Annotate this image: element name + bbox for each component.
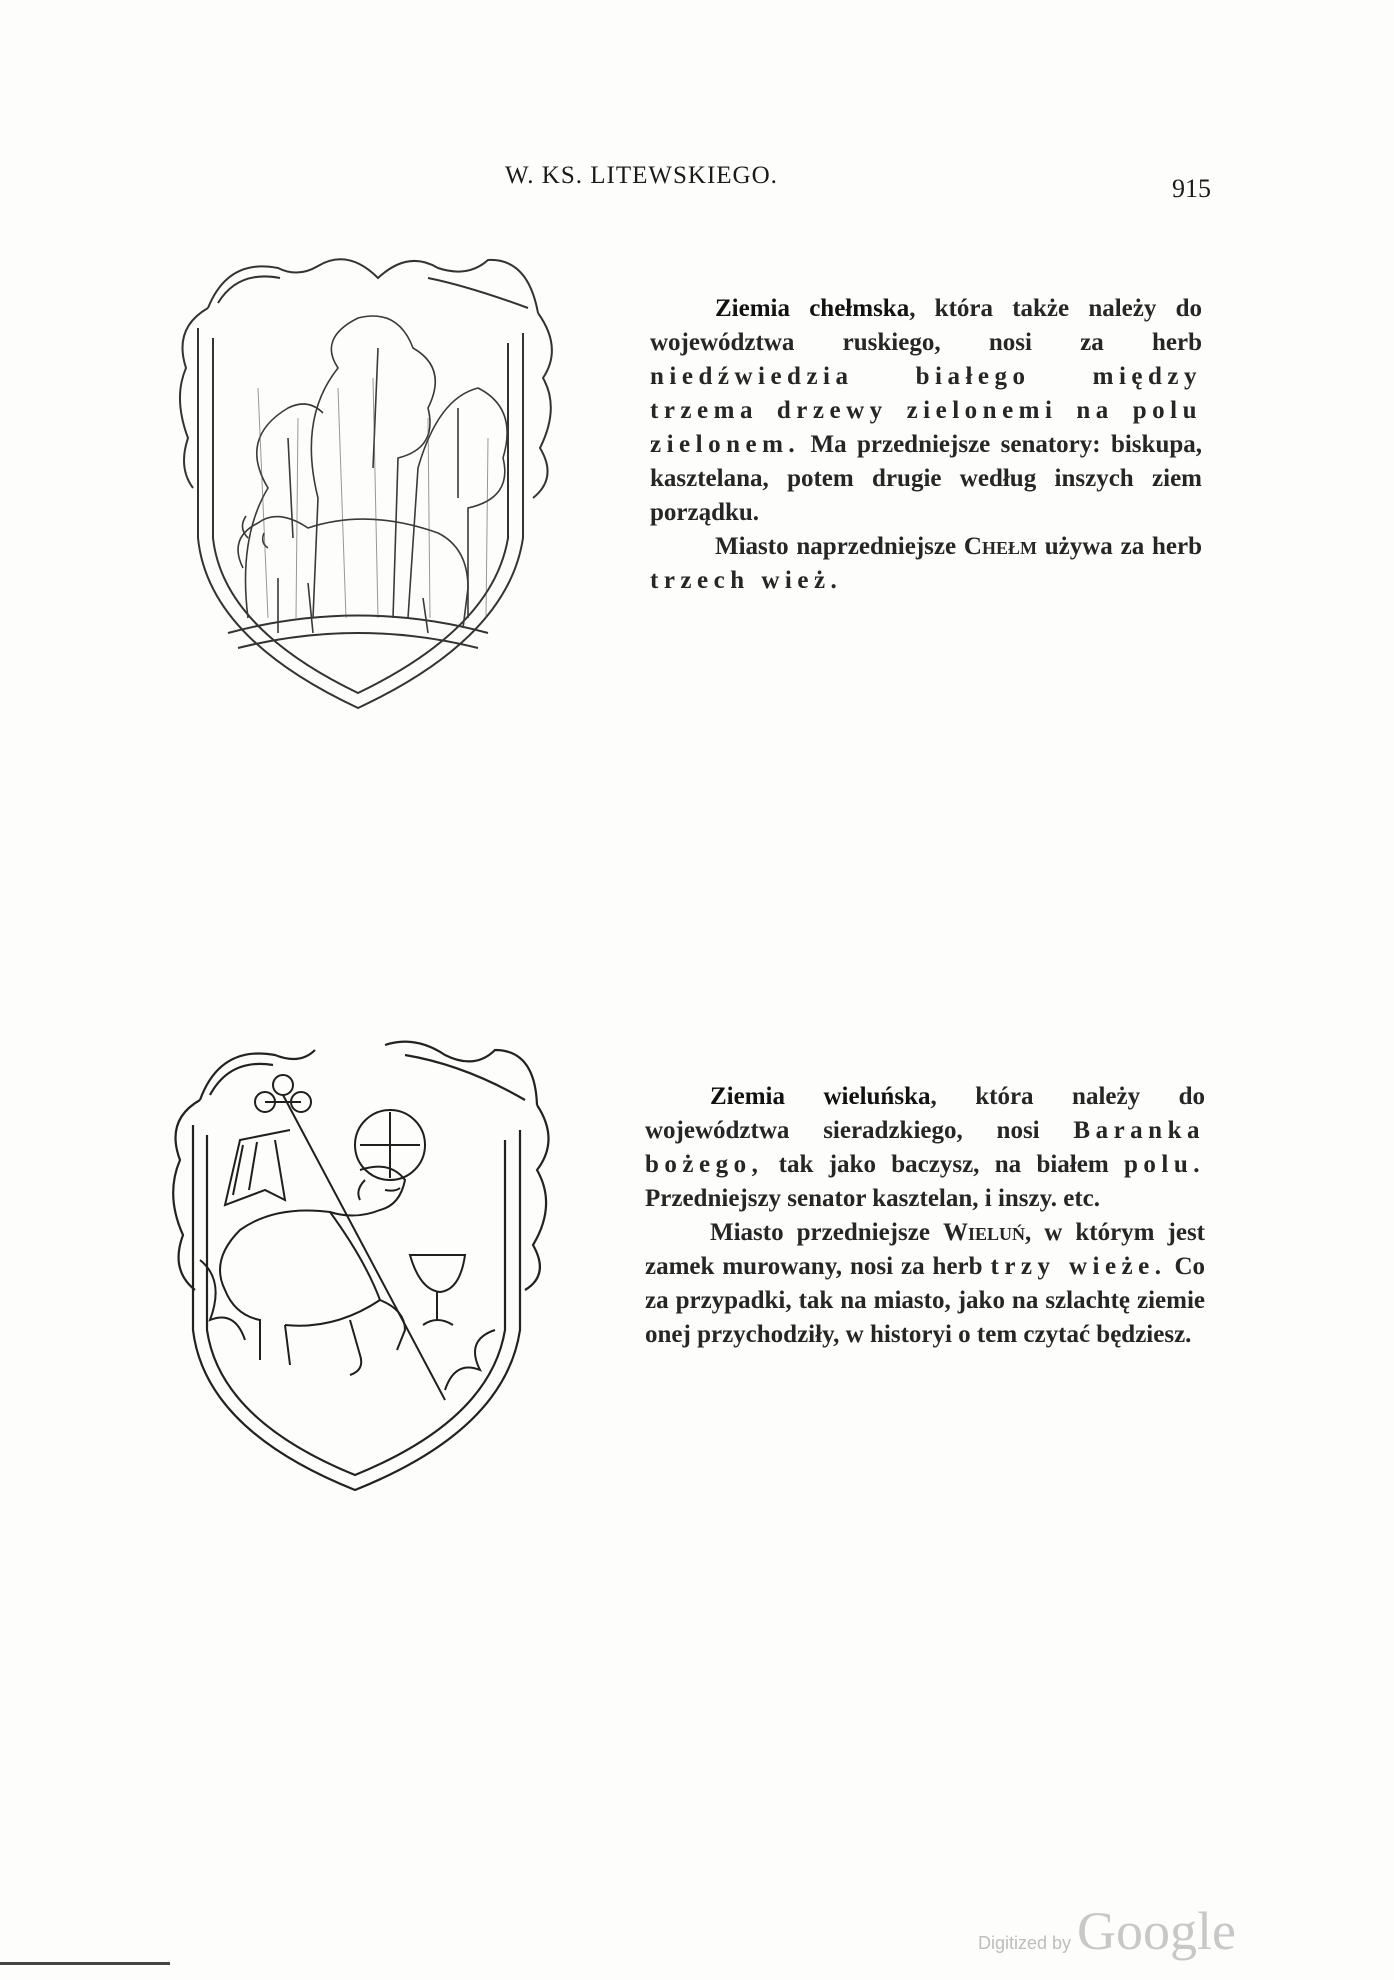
page-header-title: W. KS. LITEWSKIEGO. — [505, 162, 778, 189]
paragraph-text: , która także należy do województwa ruskiego, nosi za herb — [650, 295, 1202, 356]
text-block-wielunska — [645, 1080, 1205, 1352]
paragraph-spaced-text: polu. — [1123, 1151, 1205, 1178]
digitized-label: Digitized by — [978, 1933, 1072, 1953]
paragraph-text: , w którym jest zamek murowany, nosi za herb — [645, 1219, 1205, 1280]
paragraph-spaced-text: niedźwiedzia białego między trzema drzewy zielonemi na polu zielonem. — [650, 363, 1202, 458]
section-heading: Ziemia wieluńska — [710, 1083, 931, 1110]
paragraph-spaced-text: trzy wieże. — [990, 1253, 1167, 1280]
paragraph-text: Miasto przedniejsze — [710, 1219, 930, 1246]
paragraph-text: Miasto naprzedniejsze — [715, 533, 957, 560]
digitized-watermark — [978, 1900, 1236, 1962]
paragraph-text: Ma przedniejsze senatory: biskupa, kasztelana, potem drugie według inszych ziem porządku. — [650, 431, 1202, 526]
paragraph-text: , która należy do województwa sieradzkiego, nosi — [645, 1083, 1205, 1144]
lamb-coat-of-arms-icon — [165, 1030, 550, 1495]
text-block-chelmska — [650, 292, 1202, 598]
paragraph-text: Co za przypadki, tak na miasto, jako na szlachtę ziemie onej przychodziły, w historyi o tem czytać będziesz. — [645, 1253, 1205, 1348]
paragraph-spaced-text: trzech wież. — [650, 567, 843, 594]
section-heading: Ziemia chełmska — [715, 295, 910, 322]
paragraph-text: tak jako baczysz, na białem — [778, 1151, 1109, 1178]
google-logo: Google — [1077, 1901, 1237, 1961]
page-number: 915 — [1172, 174, 1211, 203]
scan-edge-line — [0, 1962, 170, 1965]
bear-coat-of-arms-icon — [168, 238, 553, 718]
city-name: Wieluń — [942, 1219, 1025, 1246]
paragraph-spaced-text: Baranka bożego, — [645, 1117, 1205, 1178]
city-name: Chełm — [963, 533, 1037, 560]
paragraph-text: używa za herb — [1044, 533, 1202, 560]
paragraph-text: Przedniejszy senator kasztelan, i inszy. etc. — [645, 1185, 1101, 1212]
